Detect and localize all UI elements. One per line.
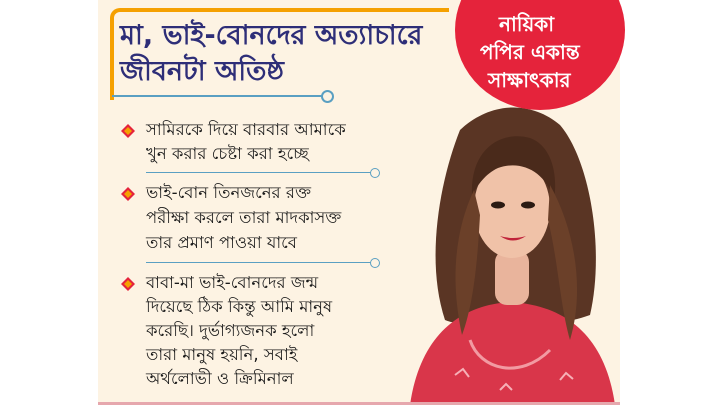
bullet-3-line-3: করেছি। দুর্ভাগ্যজনক হলো: [146, 321, 315, 340]
badge-line-1: নায়িকা: [499, 12, 555, 36]
bullet-3-line-1: বাবা-মা ভাই-বোনদের জন্ম: [146, 273, 319, 292]
headline-line-1: মা, ভাই-বোনদের অত্যাচারে: [120, 20, 423, 51]
bullet-1-line-1: সামিরকে দিয়ে বারবার আমাকে: [146, 120, 346, 139]
divider-2-dot: [370, 258, 380, 268]
badge-line-3: সাক্ষাৎকার: [488, 68, 571, 92]
bullet-3-line-4: তারা মানুষ হয়নি, সবাই: [146, 345, 298, 364]
bullet-2-line-2: পরীক্ষা করলে তারা মাদকাসক্ত: [146, 208, 342, 227]
headline-line-2: জীবনটা অতিষ্ঠ: [120, 56, 284, 87]
diamond-bullet-icon: [121, 124, 135, 138]
diamond-bullet-icon: [121, 187, 135, 201]
bullet-2-line-1: ভাই-বোন তিনজনের রক্ত: [146, 183, 311, 202]
diamond-bullet-icon: [121, 277, 135, 291]
bullet-3-line-2: দিয়েছে ঠিক কিন্তু আমি মানুষ: [146, 297, 333, 316]
divider-2: [146, 262, 371, 263]
divider-1-dot: [370, 168, 380, 178]
badge-line-2: পপির একান্ত: [480, 40, 580, 64]
portrait-photo: [400, 90, 620, 405]
divider-1: [146, 172, 371, 173]
bullet-1-line-2: খুন করার চেষ্টা করা হচ্ছে: [146, 144, 309, 163]
headline-underline-dot: [321, 90, 334, 103]
headline-underline: [112, 95, 322, 97]
bullet-3-line-5: অর্থলোভী ও ক্রিমিনাল: [146, 369, 294, 388]
bullet-2-line-3: তার প্রমাণ পাওয়া যাবে: [146, 233, 297, 252]
